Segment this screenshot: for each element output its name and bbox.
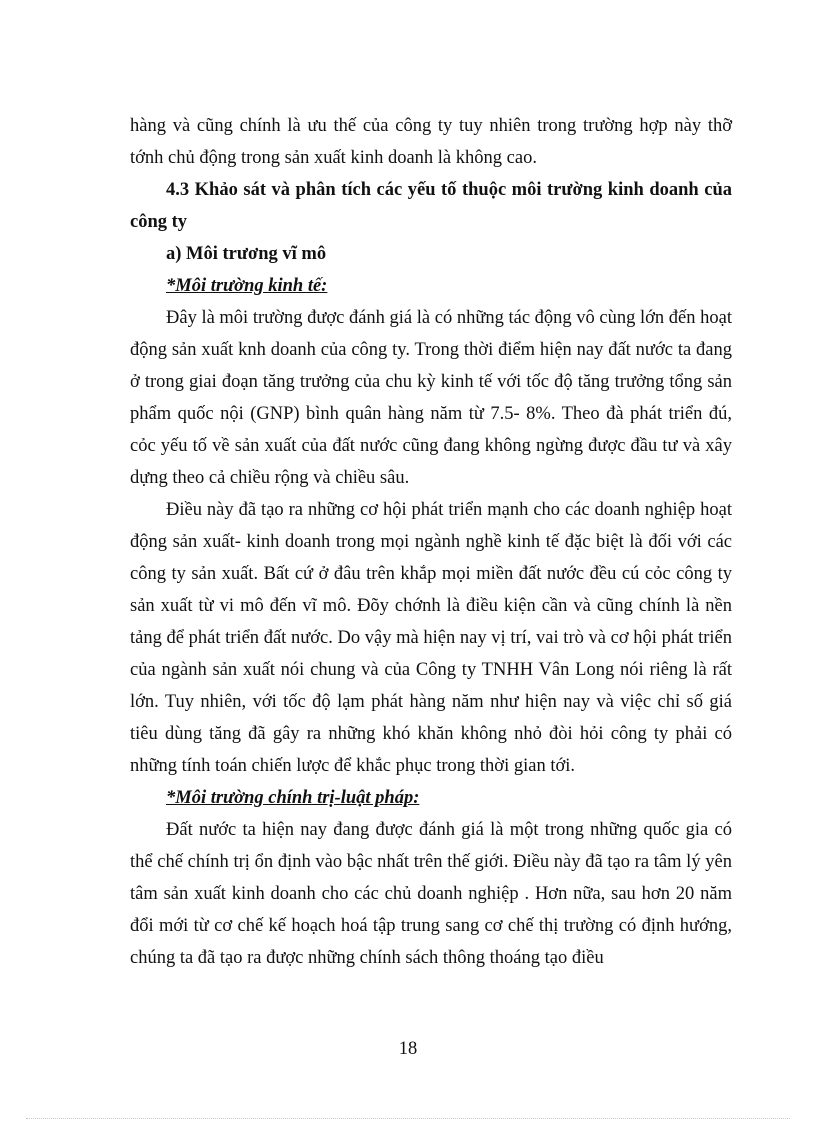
section-heading: 4.3 Khảo sát và phân tích các yếu tố thuộc môi trường kinh doanh của công ty [130,180,732,232]
page-number: 18 [398,1039,418,1059]
paragraph-political-legal: Đất nước ta hiện nay đang được đánh giá là một trong những quốc gia có thể chế chính trị ổn định vào bậc nhất trên thế giới. Điều này đã tạo ra tâm lý yên tâm sản xuất kinh doanh cho các chủ doanh nghiệp . Hơn nữa, sau hơn 20 năm đổi mới từ cơ chế kế hoạch hoá tập trung sang cơ chế thị trường có định hướng, chúng ta đã tạo ra được những chính sách thông thoáng tạo điều [130,820,732,968]
paragraph-economic-1: Đây là môi trường được đánh giá là có những tác động vô cùng lớn đến hoạt động sản xuất knh doanh của công ty. Trong thời điểm hiện nay đất nước ta đang ở trong giai đoạn tăng trưởng của chu kỳ kinh tế với tốc độ tăng trưởng tổng sản phẩm quốc nội (GNP) bình quân hàng năm từ 7.5- 8%. Theo đà phát triển đú, cỏc yếu tố về sản xuất của đất nước cũng đang không ngừng được đầu tư và xây dựng theo cả chiều rộng và chiều sâu. [130,308,732,488]
page-bottom-divider [26,1118,790,1119]
page-body [130,110,732,974]
economic-environment-title: *Môi trường kinh tế: [166,276,328,296]
paragraph-intro: hàng và cũng chính là ưu thế của công ty tuy nhiên trong trường hợp này thỡ tớnh chủ động trong sản xuất kinh doanh là không cao. [130,116,732,168]
subsection-heading: a) Môi trương vĩ mô [166,244,327,264]
political-legal-environment-title: *Môi trường chính trị-luật pháp: [166,788,420,808]
paragraph-economic-2: Điều này đã tạo ra những cơ hội phát triển mạnh cho các doanh nghiệp hoạt động sản xuất- kinh doanh trong mọi ngành nghề kinh tế đặc biệt là đối với các công ty sản xuất. Bất cứ ở đâu trên khắp mọi miền đất nước đều cú cỏc công ty sản xuất từ vi mô đến vĩ mô. Đõy chớnh là điều kiện cần và cũng chính là nền tảng để phát triển đất nước. Do vậy mà hiện nay vị trí, vai trò và cơ hội phát triển của ngành sản xuất nói chung và của Công ty TNHH Vân Long nói riêng là rất lớn. Tuy nhiên, với tốc độ lạm phát hàng năm như hiện nay và việc chỉ số giá tiêu dùng tăng đã gây ra những khó khăn không nhỏ đòi hỏi công ty phải có những tính toán chiến lược để khắc phục trong thời gian tới. [130,500,732,776]
